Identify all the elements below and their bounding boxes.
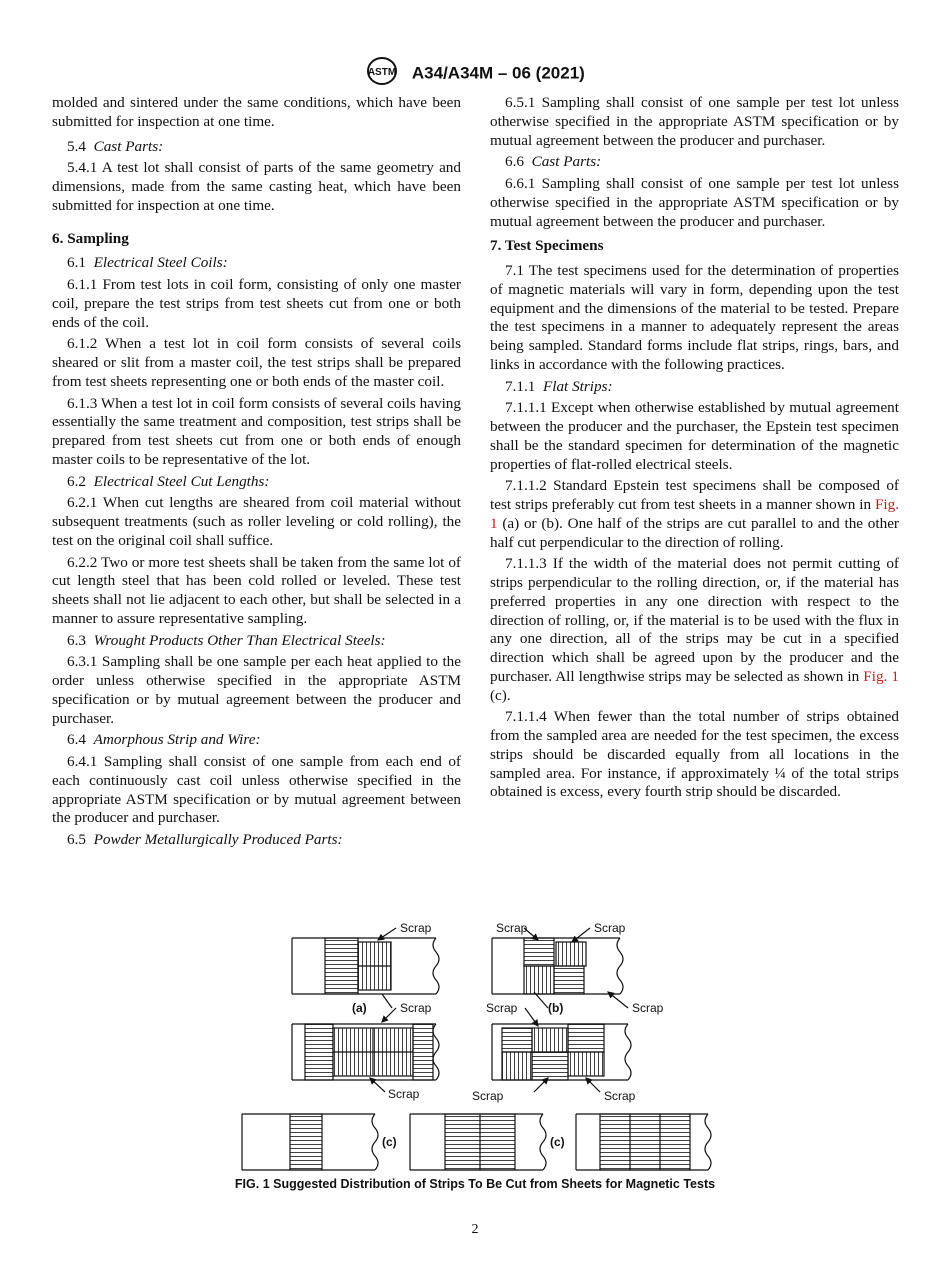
- sheet-c-1: [242, 1114, 378, 1170]
- section-6-heading: 6. Sampling: [52, 229, 129, 247]
- page-header: [0, 56, 950, 91]
- section-6-5-1: 6.5.1 Sampling shall consist of one sample per test lot unless otherwise specified in the appropriate ASTM specification or by mutual agreement between the producer and purchaser.: [490, 94, 899, 149]
- figure-caption: FIG. 1 Suggested Distribution of Strips To Be Cut from Sheets for Magnetic Tests: [234, 1177, 716, 1191]
- section-7-1-1-4: 7.1.1.4 When fewer than the total number of strips obtained from the sampled area are needed for the test specimen, the excess strips should be discarded equally from all locations in the sampled area. For instance, if approximately ¼ of the total strips obtained is excess, every fourth strip should be discarded.: [490, 708, 899, 801]
- section-6-1-heading: 6.1 Electrical Steel Coils:: [67, 254, 228, 272]
- sheet-a-bottom: [292, 1024, 439, 1080]
- strip-distribution-figure: [230, 912, 730, 1172]
- scrap-label: Scrap: [400, 1001, 432, 1015]
- section-6-3-1: 6.3.1 Sampling shall be one sample per each heat applied to the order unless otherwise specified in the appropriate ASTM specification or by mutual agreement between the producer and purchaser.: [52, 653, 461, 727]
- section-6-6-1: 6.6.1 Sampling shall consist of one sample per test lot unless otherwise specified in the appropriate ASTM specification or by mutual agreement between the producer and purchaser.: [490, 175, 899, 230]
- sheet-c-3: [576, 1114, 711, 1170]
- section-6-2-1: 6.2.1 When cut lengths are sheared from coil material without subsequent treatments (such as roller leveling or cold rolling), the test on the original coil shall suffice.: [52, 494, 461, 549]
- section-6-1-1: 6.1.1 From test lots in coil form, consisting of only one master coil, prepare the test strips from test sheets cut from one or both ends of the coil.: [52, 276, 461, 331]
- section-7-1-1-2: 7.1.1.2 Standard Epstein test specimens shall be composed of test strips preferably cut from test sheets in a manner shown in Fig. 1 (a) or (b). One half of the strips are cut parallel to and the other half cut perpendicular to the direction of rolling.: [490, 477, 899, 551]
- astm-logo: [365, 56, 399, 91]
- figure-link[interactable]: Fig. 1: [863, 667, 899, 685]
- section-6-6-heading: 6.6 Cast Parts:: [505, 153, 602, 171]
- section-7-1-1-heading: 7.1.1 Flat Strips:: [505, 377, 613, 395]
- label-c: (c): [550, 1135, 565, 1149]
- sheet-b-top: [492, 938, 623, 994]
- section-7-heading: 7. Test Specimens: [490, 237, 604, 255]
- sheet-c-2: [410, 1114, 546, 1170]
- astm-logo-text: ASTM: [367, 67, 397, 78]
- scrap-label: Scrap: [400, 921, 432, 935]
- section-6-2-2: 6.2.2 Two or more test sheets shall be taken from the same lot of cut length steel that has been cold rolled or leveled. These test sheets shall not lie adjacent to each other, but shall be selected in a manner to assure representative sampling.: [52, 553, 461, 627]
- section-6-5-heading: 6.5 Powder Metallurgically Produced Parts:: [67, 831, 343, 848]
- right-column: [490, 94, 899, 805]
- paragraph: molded and sintered under the same conditions, which have been submitted for inspection at one time.: [52, 94, 461, 130]
- section-6-1-2: 6.1.2 When a test lot in coil form consists of several coils sheared or slit from a master coil, the test strips shall be prepared from test sheets representing one or both ends of the master coil.: [52, 335, 461, 390]
- section-6-4-1: 6.4.1 Sampling shall consist of one sample from each end of each continuously cast coil unless otherwise specified in the appropriate ASTM specification or by mutual agreement between the producer and purchaser.: [52, 753, 461, 827]
- scrap-label: Scrap: [472, 1089, 504, 1103]
- section-5-4-1: 5.4.1 A test lot shall consist of parts of the same geometry and dimensions, made from the same casting heat, which have been submitted for inspection at one time.: [52, 159, 461, 214]
- label-b: (b): [548, 1001, 564, 1015]
- section-6-2-heading: 6.2 Electrical Steel Cut Lengths:: [67, 472, 270, 490]
- sheet-a-top: [292, 938, 439, 994]
- scrap-label: Scrap: [594, 921, 626, 935]
- scrap-label: Scrap: [604, 1089, 636, 1103]
- label-c: (c): [382, 1135, 397, 1149]
- section-6-3-heading: 6.3 Wrought Products Other Than Electrical Steels:: [67, 631, 386, 649]
- scrap-label: Scrap: [496, 921, 528, 935]
- scrap-label: Scrap: [486, 1001, 518, 1015]
- document-code: A34/A34M – 06 (2021): [411, 63, 585, 83]
- section-7-1-1-3: 7.1.1.3 If the width of the material does not permit cutting of strips perpendicular to the rolling direction, or, if the material has preferred properties in any one direction with respect to the direction of rolling, or, if the material is to be used with the flux in any one direction, all of the strips may be cut in a specified direction which shall be agreed upon by the producer and the purchaser. All lengthwise strips may be selected as shown in Fig. 1 (c).: [490, 555, 899, 704]
- section-5-4-heading: 5.4 Cast Parts:: [67, 137, 164, 155]
- page-number: 2: [471, 1222, 479, 1237]
- scrap-label: Scrap: [632, 1001, 664, 1015]
- sheet-b-bottom: [492, 1024, 631, 1080]
- figure-link[interactable]: Fig. 1: [490, 496, 899, 532]
- scrap-label: Scrap: [388, 1087, 420, 1101]
- section-6-4-heading: 6.4 Amorphous Strip and Wire:: [67, 731, 261, 749]
- left-column: [52, 94, 461, 853]
- label-a: (a): [352, 1001, 367, 1015]
- section-7-1: 7.1 The test specimens used for the determination of properties of magnetic materials will vary in form, depending upon the test equipment and the dimensions of the material to be tested. Prepare the test specimens in a manner to adequately represent the areas being sampled. Standard forms include flat strips, rings, bars, and links in accordance with the following practices.: [490, 262, 899, 373]
- section-7-1-1-1: 7.1.1.1 Except when otherwise established by mutual agreement between the producer and the purchaser, the Epstein test specimen shall be the standard specimen for determination of the magnetic properties of flat-rolled electrical steels.: [490, 399, 899, 473]
- section-6-1-3: 6.1.3 When a test lot in coil form consists of several coils having essentially the same treatment and composition, test strips shall be prepared from test sheets cut from one or both ends of enough master coils to be representative of the lot.: [52, 394, 461, 468]
